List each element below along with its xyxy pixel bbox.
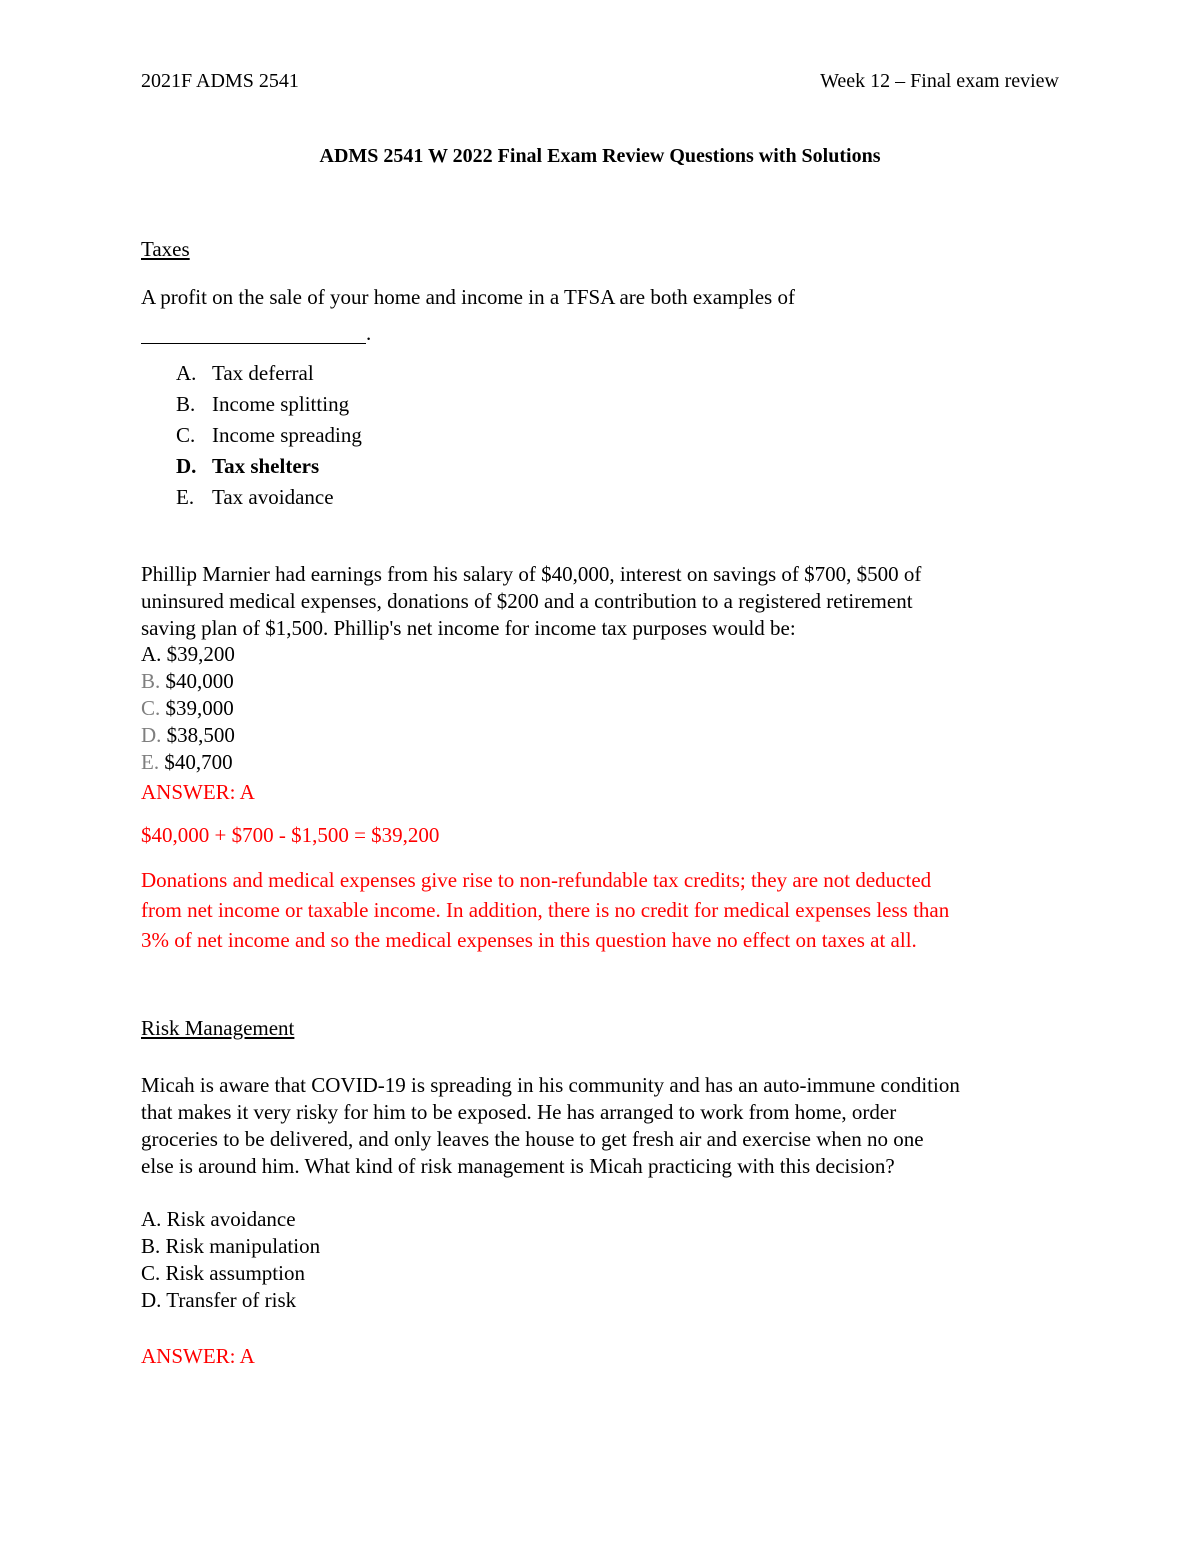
explanation-line-3: 3% of net income and so the medical expenses in this question have no effect on taxes at all.: [141, 928, 917, 952]
question-stem-line-2: uninsured medical expenses, donations of $200 and a contribution to a registered retirement: [141, 589, 913, 613]
question-stem-line-2: that makes it very risky for him to be exposed. He has arranged to work from home, order: [141, 1100, 897, 1124]
option-a: A. Tax deferral: [176, 361, 314, 385]
explanation-line-1: Donations and medical expenses give rise to non-refundable tax credits; they are not deducted: [141, 868, 932, 892]
option-b: B. Risk manipulation: [141, 1234, 321, 1258]
option-b: B. $40,000: [141, 669, 234, 693]
answer-label: ANSWER: A: [141, 780, 255, 804]
answer-label: ANSWER: A: [141, 1344, 255, 1368]
option-b: B. Income splitting: [176, 392, 350, 416]
question-stem-line-1: Micah is aware that COVID-19 is spreading in his community and has an auto-immune condition: [141, 1073, 960, 1097]
option-d-correct: D. Tax shelters: [176, 454, 320, 478]
option-c: C. Income spreading: [176, 423, 362, 447]
option-e: E. $40,700: [141, 750, 233, 774]
header-course: 2021F ADMS 2541: [141, 70, 299, 92]
option-a: A. $39,200: [141, 642, 235, 666]
question-stem-line-3: saving plan of $1,500. Phillip's net income for income tax purposes would be:: [141, 616, 796, 640]
section-heading-taxes: Taxes: [141, 237, 190, 261]
option-d: D. Transfer of risk: [141, 1288, 297, 1312]
document-title: ADMS 2541 W 2022 Final Exam Review Questions with Solutions: [319, 145, 881, 167]
option-a: A. Risk avoidance: [141, 1207, 296, 1231]
option-d: D. $38,500: [141, 723, 235, 747]
option-c: C. Risk assumption: [141, 1261, 305, 1285]
explanation-line-2: from net income or taxable income. In addition, there is no credit for medical expenses less than: [141, 898, 950, 922]
question-stem: A profit on the sale of your home and income in a TFSA are both examples of: [141, 285, 795, 309]
answer-blank: [141, 343, 366, 344]
blank-period: .: [366, 321, 372, 345]
option-c: C. $39,000: [141, 696, 234, 720]
section-heading-risk-management: Risk Management: [141, 1016, 295, 1040]
question-stem-line-3: groceries to be delivered, and only leaves the house to get fresh air and exercise when no one: [141, 1127, 924, 1151]
option-e: E. Tax avoidance: [176, 485, 334, 509]
header-week: Week 12 – Final exam review: [820, 70, 1059, 92]
answer-calculation: $40,000 + $700 - $1,500 = $39,200: [141, 823, 440, 847]
question-stem-line-1: Phillip Marnier had earnings from his salary of $40,000, interest on savings of $700, $500 of: [141, 562, 922, 586]
question-stem-line-4: else is around him. What kind of risk management is Micah practicing with this decision?: [141, 1154, 895, 1178]
